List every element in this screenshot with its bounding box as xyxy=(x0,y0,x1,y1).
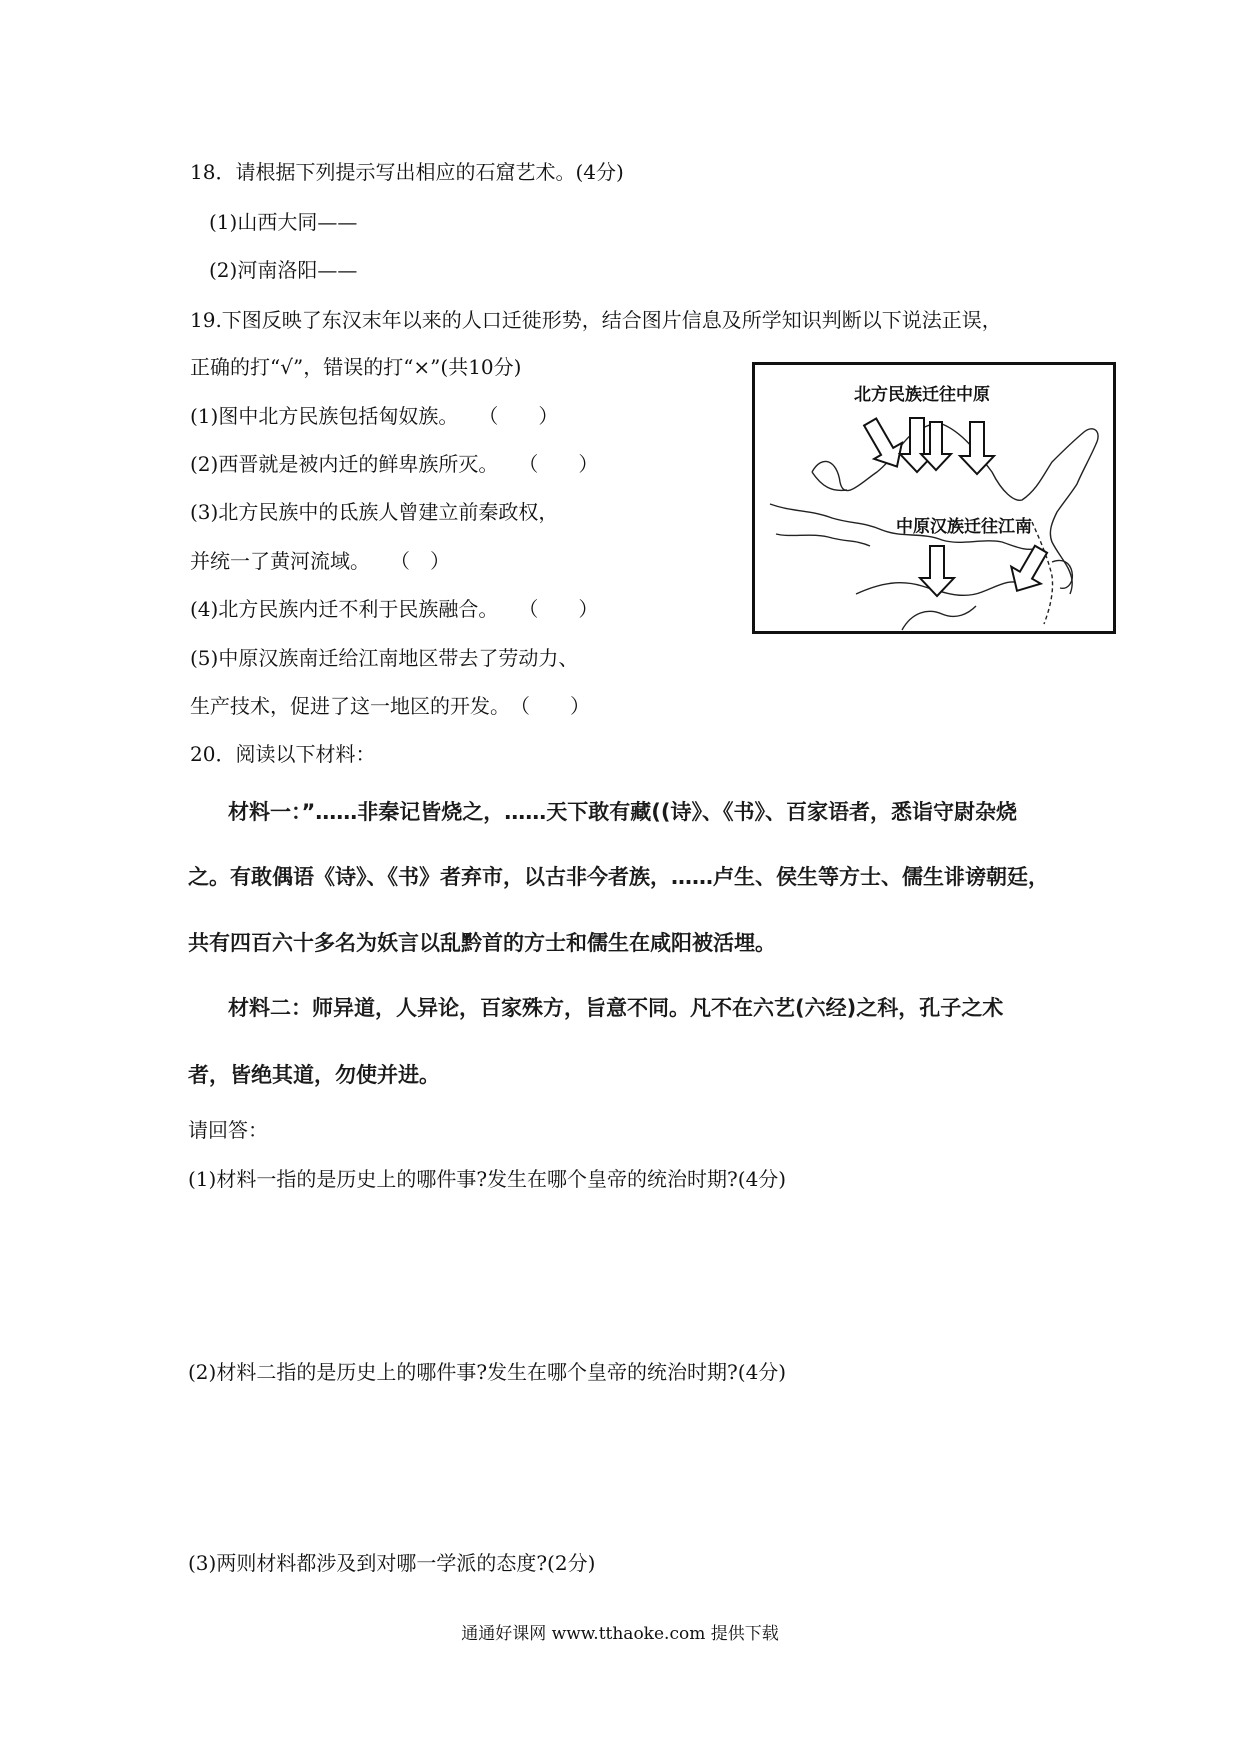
q18-item-2: (2)河南洛阳—— xyxy=(209,258,358,282)
q19-item-5-cont: 生产技术，促进了这一地区的开发。 （ ） xyxy=(190,694,590,718)
q20-material2-line1: 材料二：师异道，人异论，百家殊方，旨意不同。凡不在六艺(六经)之科，孔子之术 xyxy=(228,996,1004,1020)
q20-prompt: 请回答： xyxy=(188,1118,268,1142)
map-label-north: 北方民族迁往中原 xyxy=(854,385,990,405)
q19-item-3-cont: 并统一了黄河流域。 （ ） xyxy=(190,549,450,573)
q19-item-4: (4)北方民族内迁不利于民族融合。 （ ） xyxy=(190,597,599,621)
q19-stem-line1: 19.下图反映了东汉末年以来的人口迁徙形势，结合图片信息及所学知识判断以下说法正误， xyxy=(190,308,1002,332)
q20-material2-line2: 者，皆绝其道，勿使并进。 xyxy=(188,1063,440,1087)
q20-question-2: (2)材料二指的是历史上的哪件事?发生在哪个皇帝的统治时期?(4分) xyxy=(188,1360,787,1384)
q20-question-3: (3)两则材料都涉及到对哪一学派的态度?(2分) xyxy=(188,1551,596,1575)
q20-material1-line1: 材料一：”……非秦记皆烧之，……天下敢有藏((诗》、《书》、百家语者，悉诣守尉杂烧 xyxy=(228,800,1017,824)
q20-material1-line2: 之。有敢偶语《诗》、《书》者弃市，以古非今者族，……卢生、侯生等方士、儒生诽谤朝廷， xyxy=(188,865,1049,889)
q18-item-1: (1)山西大同—— xyxy=(209,210,358,234)
migration-map xyxy=(752,362,1116,634)
q19-stem-line2: 正确的打“√”，错误的打“×”(共10分) xyxy=(190,355,522,379)
q19-item-2: (2)西晋就是被内迁的鲜卑族所灭。 （ ） xyxy=(190,452,599,476)
q18-stem: 18．请根据下列提示写出相应的石窟艺术。(4分) xyxy=(190,160,624,184)
q19-item-3: (3)北方民族中的氐族人曾建立前秦政权， xyxy=(190,500,559,524)
q20-question-1: (1)材料一指的是历史上的哪件事?发生在哪个皇帝的统治时期?(4分) xyxy=(188,1167,787,1191)
map-label-south: 中原汉族迁往江南 xyxy=(896,517,1032,537)
q19-item-5: (5)中原汉族南迁给江南地区带去了劳动力、 xyxy=(190,646,579,670)
q20-stem: 20．阅读以下材料： xyxy=(190,742,376,766)
q19-item-1: (1)图中北方民族包括匈奴族。 （ ） xyxy=(190,404,559,428)
q20-material1-line3: 共有四百六十多名为妖言以乱黔首的方士和儒生在咸阳被活埋。 xyxy=(188,931,776,955)
page-footer: 通通好课网 www.tthaoke.com 提供下载 xyxy=(461,1624,779,1644)
